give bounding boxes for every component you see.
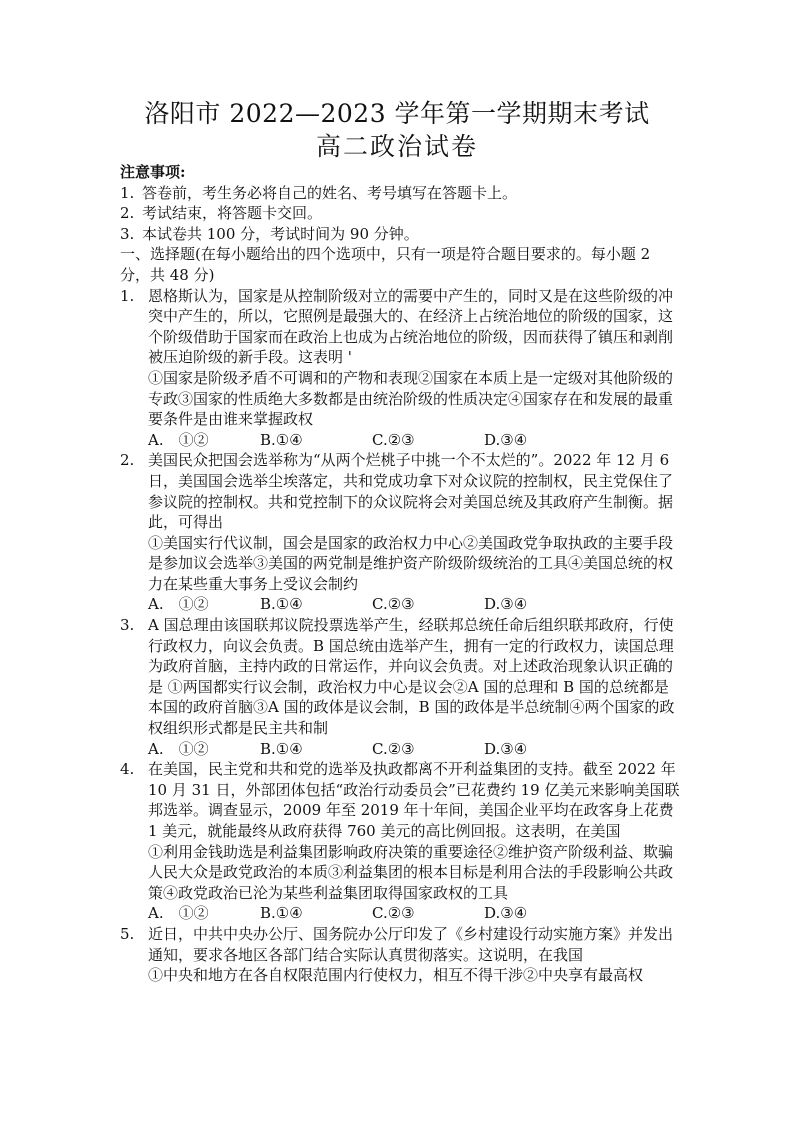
option-b: B.①④ <box>260 595 303 614</box>
note-number: 1. <box>120 183 135 202</box>
question-stem: 美国民众把国会选举称为“从两个烂桃子中挑一个不太烂的”。2022 年 12 月 6 日，美国国会选举尘埃落定，共和党成功拿下对众议院的控制权，民主党保住了参议院的控制权。共和党控制下的众议院将会对美国总统及其政府产生制衡。据此，可得出 <box>148 451 674 532</box>
option-c: C.②③ <box>372 739 415 758</box>
question-choices: ①美国实行代议制，国会是国家的政治权力中心②美国政党争取执政的主要手段是参加议会选举③美国的两党制是维护资产阶级阶级统治的工具④美国总统的权力在某些重大事务上受议会制约 <box>148 533 674 593</box>
option-a: A. ①② <box>148 595 209 614</box>
answer-options <box>148 430 680 451</box>
question-number: 3. <box>120 616 135 635</box>
option-c: C.②③ <box>372 904 415 923</box>
question-5 <box>120 924 680 986</box>
note-item <box>120 203 680 224</box>
question-stem: 恩格斯认为，国家是从控制阶级对立的需要中产生的，同时又是在这些阶级的冲突中产生的，所以，它照例是最强大的、在经济上占统治地位的阶级的国家，这个阶级借助于国家而在政治上也成为占统治地位的阶级，因而获得了镇压和剥削被压迫阶级的新手段。这表明 ' <box>148 286 674 367</box>
option-d: D.③④ <box>484 595 528 614</box>
note-text: 本试卷共 100 分，考试时间为 90 分钟。 <box>142 224 419 243</box>
question-stem: 近日，中共中央办公厅、国务院办公厅印发了《乡村建设行动实施方案》并发出通知，要求各地区各部门结合实际认真贯彻落实。这说明，在我国 <box>148 924 674 964</box>
question-number: 4. <box>120 760 135 779</box>
answer-options <box>148 903 680 924</box>
option-c: C.②③ <box>372 595 415 614</box>
question-choices: ①利用金钱助选是利益集团影响政府决策的重要途径②维护资产阶级利益、欺骗人民大众是政党政治的本质③利益集团的根本目标是利用合法的手段影响公共政策④政党政治已沦为某些利益集团取得国家政权的工具 <box>148 842 674 902</box>
note-item <box>120 224 680 245</box>
notes-list <box>120 183 680 245</box>
option-d: D.③④ <box>484 739 528 758</box>
option-a: A. ①② <box>148 904 209 923</box>
option-b: B.①④ <box>260 904 303 923</box>
notes-heading: 注意事项: <box>120 163 186 181</box>
note-number: 2. <box>120 204 135 223</box>
option-a: A. ①② <box>148 739 209 758</box>
option-b: B.①④ <box>260 430 303 449</box>
question-3 <box>120 615 680 759</box>
option-d: D.③④ <box>484 904 528 923</box>
option-a: A. ①② <box>148 430 209 449</box>
question-choices: ①国家是阶级矛盾不可调和的产物和表现②国家在本质上是一定级对其他阶级的专政③国家的性质绝大多数都是由统治阶级的性质决定④国家存在和发展的最重要条件是由谁来掌握政权 <box>148 368 674 429</box>
note-text: 答卷前，考生务必将自己的姓名、考号填写在答题卡上。 <box>142 183 518 202</box>
question-1 <box>120 286 680 451</box>
exam-title: 洛阳市 2022—2023 学年第一学期期末考试 <box>144 99 650 128</box>
question-stem: 在美国，民主党和共和党的选举及执政都离不开利益集团的支持。截至 2022 年 10 月 31 日，外部团体包括“政治行动委员会”已花费约 19 亿美元来影响美国联邦选举。调查显示，2009 年至 2019 年十年间，美国企业平均在政客身上花费 1 美元，就能最终从政府获得 760 美元的高比例回报。这表明，在美国 <box>148 760 680 840</box>
exam-body <box>120 162 680 986</box>
option-c: C.②③ <box>372 430 415 449</box>
option-b: B.①④ <box>260 739 303 758</box>
question-choices: ①中央和地方在各自权限范围内行使权力，相互不得干涉②中央享有最高权 <box>148 966 644 985</box>
question-stem: A 国总理由该国联邦议院投票选举产生，经联邦总统任命后组织联邦政府，行使行政权力，向议会负责。B 国总统由选举产生，拥有一定的行政权力，读国总理为政府首脑，主持内政的日常运作，并向议会负责。对上述政治现象认识正确的是 ①两国都实行议会制，政治权力中心是议会②A 国的总理和 B 国的总统都是本国的政府首脑③A 国的政体是议会制，B 国的政体是半总统制④两个国家的政权组织形式都是民主共和制 <box>148 616 675 738</box>
question-2 <box>120 450 680 615</box>
option-d: D.③④ <box>484 430 528 449</box>
answer-options <box>148 739 680 760</box>
note-item <box>120 183 680 204</box>
note-text: 考试结束，将答题卡交回。 <box>142 204 323 223</box>
question-number: 5. <box>120 924 135 943</box>
question-number: 1. <box>120 286 135 305</box>
answer-options <box>148 594 680 615</box>
question-number: 2. <box>120 451 135 470</box>
section-heading: 一、选择题(在每小题给出的四个选项中，只有一项是符合题目要求的。每小题 2 分，共 48 分) <box>120 245 651 284</box>
note-number: 3. <box>120 224 135 243</box>
question-4 <box>120 759 680 924</box>
exam-subtitle: 高二政治试卷 <box>315 132 478 161</box>
